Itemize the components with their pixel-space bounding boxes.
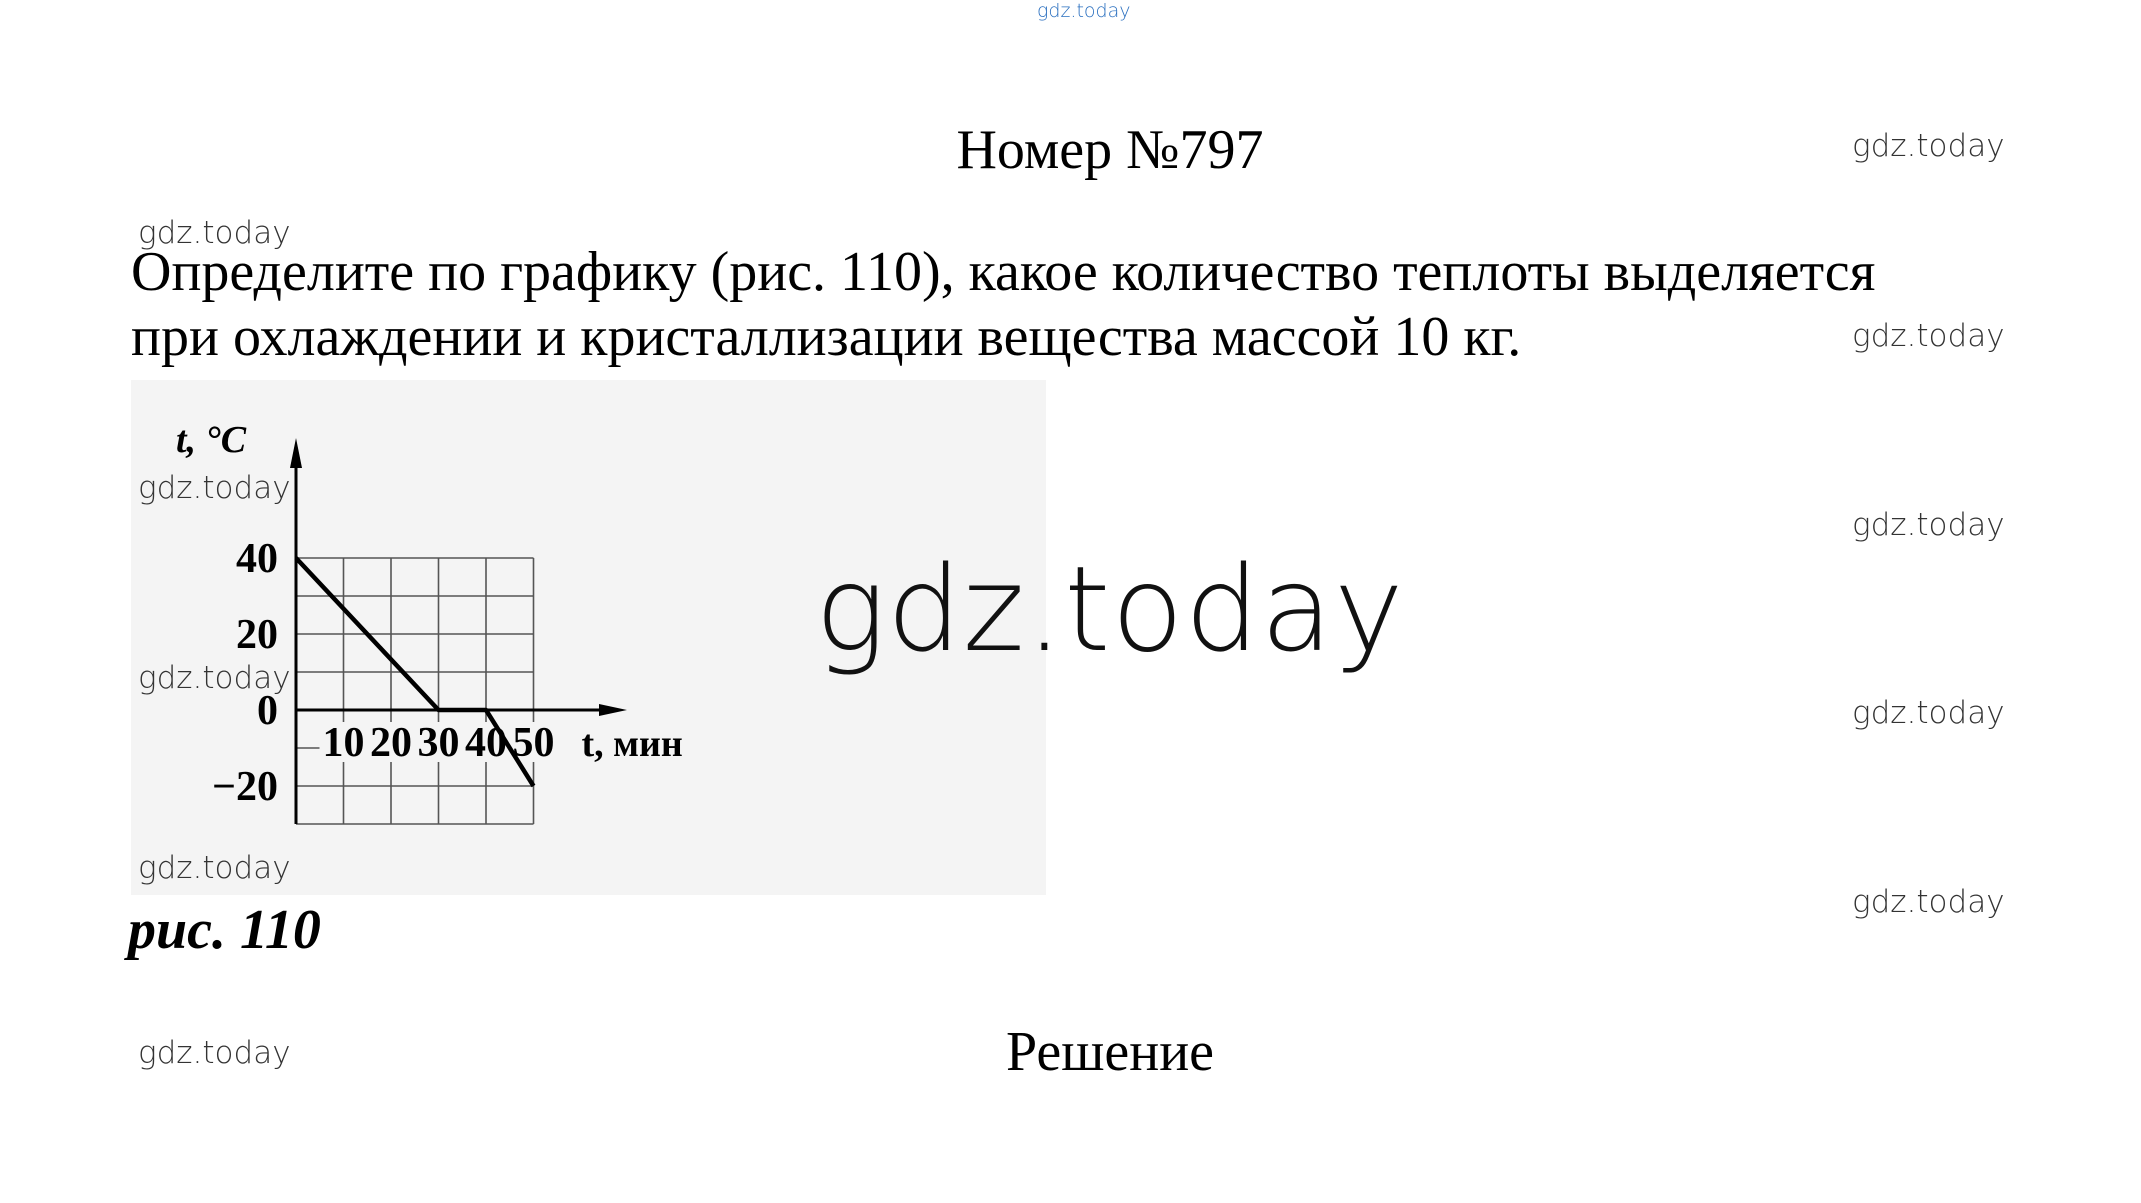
watermark-left-2: gdz.today	[138, 470, 291, 506]
watermark-right-3: gdz.today	[1852, 507, 2005, 543]
y-tick-label: −20	[212, 764, 278, 810]
x-tick-label: 40	[465, 720, 507, 766]
watermark-left-1: gdz.today	[138, 215, 291, 251]
y-axis-arrow	[290, 438, 302, 468]
solution-heading: Решение	[1005, 1021, 1215, 1083]
x-tick-label: 10	[322, 720, 365, 766]
watermark-right-5: gdz.today	[1852, 884, 2005, 920]
problem-line-1: Определите по графику (рис. 110), какое количество теплоты выделяется	[131, 241, 1876, 303]
y-axis-label: t, °C	[176, 419, 247, 461]
page-title: Номер №797	[956, 119, 1264, 181]
y-tick-label: 40	[236, 536, 278, 582]
x-axis-label: t, мин	[581, 723, 683, 765]
watermark-right-1: gdz.today	[1852, 128, 2005, 164]
x-tick-label: 30	[417, 720, 460, 766]
watermark-left-4: gdz.today	[138, 850, 291, 886]
watermark-left-3: gdz.today	[138, 660, 291, 696]
figure-caption: рис. 110	[128, 899, 321, 961]
y-tick-label: 20	[236, 612, 278, 658]
x-tick-label: 50	[512, 720, 555, 766]
watermark-top: gdz.today	[1037, 0, 1131, 22]
watermark-left-5: gdz.today	[138, 1035, 291, 1071]
watermark-right-4: gdz.today	[1852, 695, 2005, 731]
x-axis-arrow	[599, 704, 627, 716]
problem-line-2: при охлаждении и кристаллизации вещества массой 10 кг.	[131, 306, 1522, 368]
x-tick-label: 20	[370, 720, 412, 766]
watermark-right-2: gdz.today	[1852, 318, 2005, 354]
y-tick-label: 0	[257, 688, 278, 734]
watermark-center: gdz.today	[815, 540, 1405, 678]
problem-statement	[131, 240, 2051, 370]
